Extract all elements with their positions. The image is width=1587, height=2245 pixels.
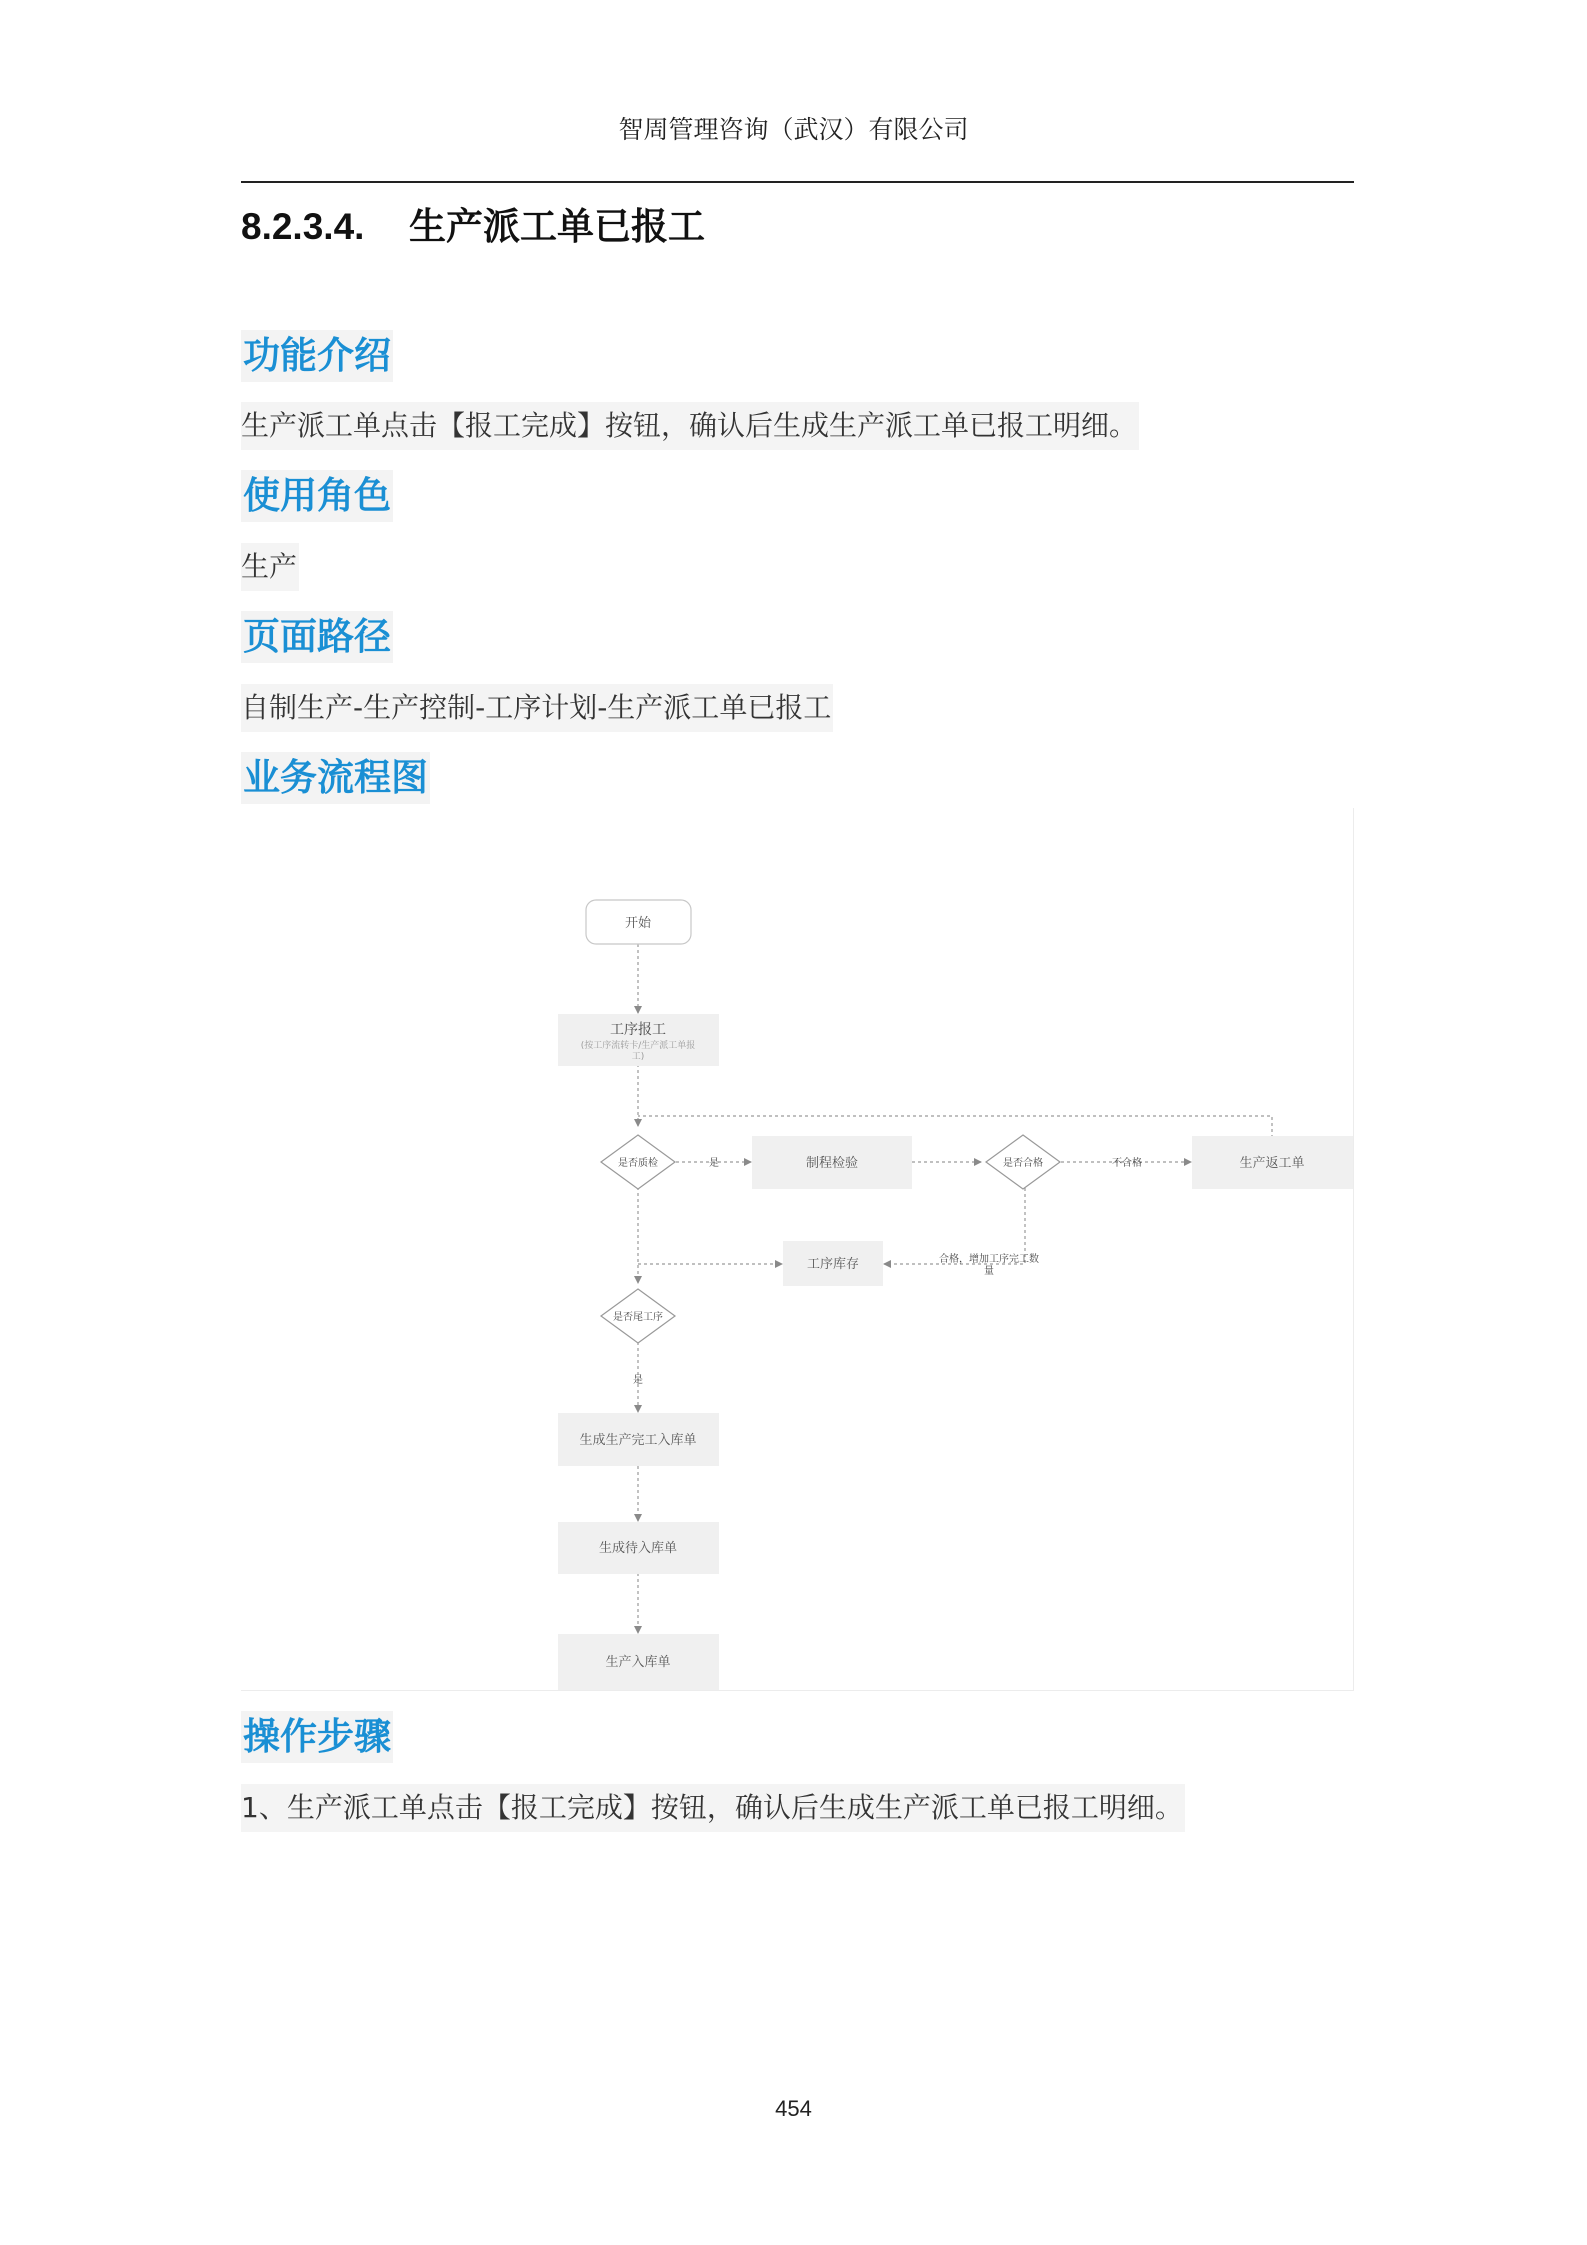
role-heading: 使用角色 [241, 470, 393, 522]
page-path-text: 自制生产-生产控制-工序计划-生产派工单已报工 [241, 684, 833, 732]
flowchart-diagram [241, 808, 1353, 1690]
flow-edge-yes-label: 是 [709, 1158, 719, 1169]
flow-decision-is-pass-label: 是否合格 [1003, 1158, 1043, 1169]
steps-heading: 操作步骤 [241, 1711, 393, 1763]
feature-intro-text: 生产派工单点击【报工完成】按钮，确认后生成生产派工单已报工明细。 [241, 402, 1139, 450]
flow-node-stock-label: 工序库存 [806, 1257, 860, 1272]
flow-edge-fail-label: 不合格 [1112, 1158, 1142, 1169]
page-path-heading: 页面路径 [241, 611, 393, 663]
flow-node-production-in-label: 生产入库单 [605, 1655, 671, 1670]
flow-node-process-report-note: (按工序流转卡/生产派工单报 [580, 1041, 696, 1051]
flow-decision-is-inspect-label: 是否质检 [618, 1158, 658, 1169]
flow-node-process-report-note2: 工) [631, 1052, 645, 1062]
feature-intro-heading: 功能介绍 [241, 330, 393, 382]
flow-node-inspection-label: 制程检验 [805, 1156, 859, 1171]
flowchart-frame [241, 808, 1354, 1691]
flow-edge-pass-note: 合格，增加工序完工数 [939, 1254, 1039, 1265]
flow-edge-yes-label-2: 是 [633, 1375, 643, 1386]
flow-edge-pass-note2: 量 [984, 1266, 994, 1277]
section-number: 8.2.3.4. [241, 206, 365, 247]
page-number: 454 [775, 2096, 812, 2121]
flow-node-gen-pending-label: 生成待入库单 [598, 1541, 678, 1556]
flow-node-gen-completion-label: 生成生产完工入库单 [579, 1433, 697, 1448]
flow-decision-is-last-label: 是否尾工序 [613, 1312, 663, 1323]
header-divider [241, 181, 1354, 183]
flow-node-start-label: 开始 [624, 916, 652, 931]
header-company-name: 智周管理咨询（武汉）有限公司 [618, 115, 969, 144]
flowchart-heading: 业务流程图 [241, 752, 430, 804]
flow-node-process-report-label: 工序报工 [610, 1022, 666, 1038]
section-heading [241, 196, 705, 250]
steps-item-1: 1、生产派工单点击【报工完成】按钮，确认后生成生产派工单已报工明细。 [241, 1784, 1185, 1832]
flow-node-rework-label: 生产返工单 [1239, 1156, 1305, 1171]
flowchart-edges [638, 944, 1272, 1633]
section-title: 生产派工单已报工 [409, 205, 705, 248]
role-text: 生产 [241, 543, 299, 591]
